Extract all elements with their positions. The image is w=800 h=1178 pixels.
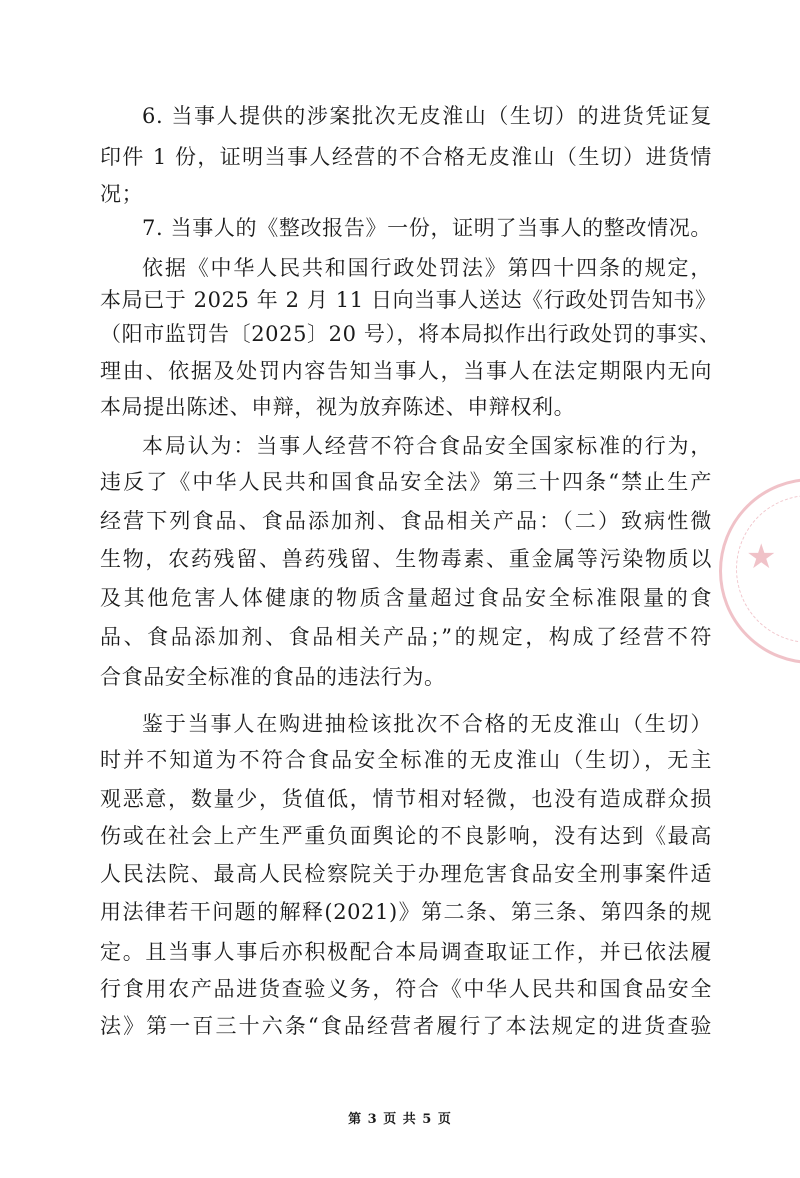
text-line: 人民法院、最高人民检察院关于办理危害食品安全刑事案件适	[100, 862, 712, 886]
text-line: 行食用农产品进货查验义务，符合《中华人民共和国食品安全	[100, 977, 712, 1001]
text-line: 观恶意，数量少，货值低，情节相对轻微，也没有造成群众损	[100, 787, 712, 811]
text-line: 法》第一百三十六条“食品经营者履行了本法规定的进货查验	[100, 1014, 712, 1038]
text-line: 印件 1 份，证明当事人经营的不合格无皮淮山（生切）进货情	[100, 145, 712, 169]
text-line: 经营下列食品、食品添加剂、食品相关产品：（二）致病性微	[100, 509, 712, 533]
text-line: 本局认为：当事人经营不符合食品安全国家标准的行为，	[142, 434, 712, 458]
text-line: （阳市监罚告〔2025〕20 号），将本局拟作出行政处罚的事实、	[100, 322, 721, 346]
seal-star-icon: ★	[746, 537, 777, 577]
text-line: 及其他危害人体健康的物质含量超过食品安全标准限量的食	[100, 586, 712, 610]
text-line: 品、食品添加剂、食品相关产品；”的规定，构成了经营不符	[100, 625, 712, 649]
text-line: 本局已于 2025 年 2 月 11 日向当事人送达《行政处罚告知书》	[100, 288, 717, 312]
text-line: 时并不知道为不符合食品安全标准的无皮淮山（生切），无主	[100, 748, 712, 772]
text-line: 定。且当事人事后亦积极配合本局调查取证工作，并已依法履	[100, 940, 712, 964]
text-line: 鉴于当事人在购进抽检该批次不合格的无皮淮山（生切）	[142, 712, 712, 736]
official-seal	[719, 478, 800, 664]
text-line: 用法律若干问题的解释(2021)》第二条、第三条、第四条的规	[100, 900, 712, 924]
text-line: 违反了《中华人民共和国食品安全法》第三十四条“禁止生产	[100, 470, 712, 494]
text-line: 依据《中华人民共和国行政处罚法》第四十四条的规定，	[142, 256, 712, 280]
text-line: 6. 当事人提供的涉案批次无皮淮山（生切）的进货凭证复	[142, 104, 712, 128]
text-line: 理由、依据及处罚内容告知当事人，当事人在法定期限内无向	[100, 359, 712, 383]
text-line: 生物，农药残留、兽药残留、生物毒素、重金属等污染物质以	[100, 547, 712, 571]
text-line: 合食品安全标准的食品的违法行为。	[100, 665, 446, 689]
text-line: 本局提出陈述、申辩，视为放弃陈述、申辩权利。	[100, 395, 576, 419]
page-number: 第 3 页 共 5 页	[348, 1112, 452, 1127]
text-line: 况；	[100, 182, 144, 206]
text-line: 7. 当事人的《整改报告》一份，证明了当事人的整改情况。	[142, 216, 712, 240]
text-line: 伤或在社会上产生严重负面舆论的不良影响，没有达到《最高	[100, 824, 712, 848]
